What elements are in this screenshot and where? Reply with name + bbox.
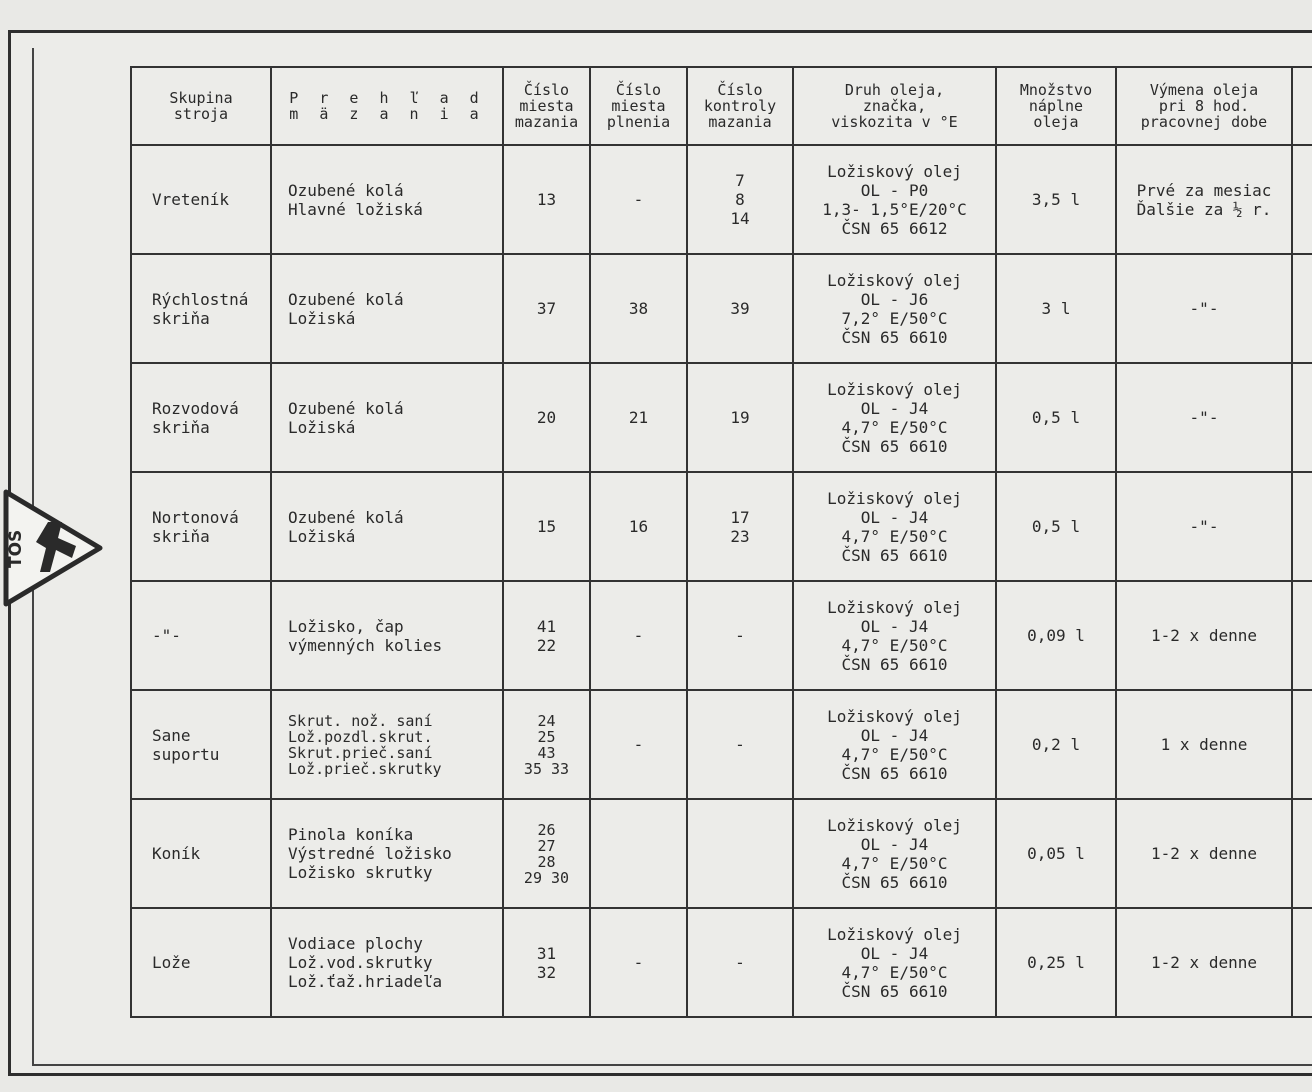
quantity-cell — [996, 363, 1116, 472]
cell-line: Ložiskový olej — [827, 379, 962, 399]
cell-line: 24 — [537, 711, 556, 730]
fill-point-cell — [590, 581, 687, 690]
header-line: Číslo — [523, 81, 570, 99]
cell-line: 37 — [536, 299, 557, 318]
cell-line: OL - J4 — [860, 725, 929, 745]
cell-line: OL - P0 — [860, 180, 929, 200]
cell-line: Rýchlostná — [152, 289, 249, 309]
cell-line: 26 — [537, 820, 556, 839]
cell-line: 4,7° E/50°C — [841, 744, 948, 764]
quantity-cell — [996, 908, 1116, 1017]
cell-line: ČSN 65 6610 — [841, 763, 948, 783]
quantity-cell — [996, 799, 1116, 908]
check-point-cell — [687, 799, 793, 908]
cell-line: Nortonová — [152, 507, 239, 527]
table-row — [131, 145, 1312, 254]
cell-line: Ďalšie za ½ r. — [1136, 199, 1272, 219]
fill-point-cell — [590, 799, 687, 908]
overview-cell — [271, 145, 503, 254]
cell-line: 4,7° E/50°C — [841, 962, 948, 982]
cell-line: 16 — [628, 517, 649, 536]
group-cell — [131, 472, 271, 581]
header-line: miesta — [611, 97, 666, 115]
oil-type-cell — [793, 363, 996, 472]
overview-cell — [271, 254, 503, 363]
header-line: miesta — [519, 97, 574, 115]
header-line: Druh oleja, — [844, 81, 945, 99]
header-cropped-column — [1292, 67, 1312, 145]
header-line: pri 8 hod. — [1158, 97, 1250, 115]
table-row — [131, 363, 1312, 472]
group-cell — [131, 145, 271, 254]
cell-line: - — [633, 735, 644, 754]
cell-line: ČSN 65 6610 — [841, 545, 948, 565]
cell-line: Rozvodová — [152, 398, 239, 418]
cell-line: 7 — [735, 171, 745, 190]
header-lube-point — [503, 67, 590, 145]
header-fill-point — [590, 67, 687, 145]
oil-type-cell — [793, 690, 996, 799]
oil-type-cell — [793, 254, 996, 363]
cell-line: 7,2° E/50°C — [841, 308, 948, 328]
cell-line: 15 — [536, 517, 557, 536]
oil-change-cell — [1116, 799, 1292, 908]
cell-line: 43 — [537, 743, 556, 762]
cell-line: 4,7° E/50°C — [841, 635, 948, 655]
lube-point-cell — [503, 363, 590, 472]
cell-line: - — [633, 190, 644, 209]
cell-line: výmenných kolies — [288, 635, 443, 655]
header-line: stroja — [173, 105, 229, 123]
cell-line: - — [735, 735, 745, 754]
overview-cell — [271, 908, 503, 1017]
cell-line: Ložiská — [288, 526, 356, 546]
header-line: náplne — [1028, 97, 1084, 115]
header-line: plnenia — [606, 113, 671, 131]
table-row — [131, 908, 1312, 1017]
cell-line: ČSN 65 6610 — [841, 654, 948, 674]
cell-line: Ozubené kolá — [288, 180, 404, 200]
overview-cell — [271, 581, 503, 690]
cell-line: -"- — [1189, 517, 1219, 536]
check-point-cell — [687, 145, 793, 254]
cell-line: Ložisko, čap — [288, 616, 404, 636]
cell-line: Ložisko skrutky — [288, 863, 433, 882]
cell-line: ČSN 65 6610 — [841, 436, 948, 456]
overview-cell — [271, 472, 503, 581]
cell-line: 0,5 l — [1031, 517, 1081, 536]
quantity-cell — [996, 472, 1116, 581]
cell-line: - — [633, 953, 644, 972]
cell-line: Pinola koníka — [288, 825, 414, 844]
cell-line: 4,7° E/50°C — [841, 853, 948, 873]
table-row — [131, 254, 1312, 363]
cell-line: 0,5 l — [1031, 408, 1081, 427]
lube-point-cell — [503, 581, 590, 690]
cropped-cell — [1292, 254, 1312, 363]
cell-line: 13 — [536, 190, 557, 209]
cell-line: Lož.ťaž.hriadeľa — [288, 972, 443, 991]
cell-line: - — [735, 953, 745, 972]
lube-point-cell — [503, 690, 590, 799]
cell-line: Ložiskový olej — [827, 706, 962, 726]
header-oil-type — [793, 67, 996, 145]
oil-type-cell — [793, 145, 996, 254]
check-point-cell — [687, 690, 793, 799]
table-row — [131, 472, 1312, 581]
cell-line: Lož.vod.skrutky — [288, 953, 433, 972]
cell-line: Ložiskový olej — [827, 597, 962, 617]
cell-line: 0,05 l — [1027, 844, 1085, 863]
cell-line: 39 — [730, 299, 750, 318]
cell-line: Hlavné ložiská — [288, 199, 423, 219]
cell-line: Lož.pozdl.skrut. — [288, 727, 433, 746]
overview-cell — [271, 363, 503, 472]
cell-line: Vodiace plochy — [288, 934, 423, 953]
cell-line: Ložiskový olej — [827, 924, 962, 944]
cell-line: 19 — [730, 408, 750, 427]
fill-point-cell — [590, 145, 687, 254]
cell-line: 41 — [536, 616, 557, 636]
cell-line: 25 — [537, 727, 556, 746]
cell-line: Ložiskový olej — [827, 270, 962, 290]
header-line: Číslo — [615, 81, 662, 99]
cell-line: 1-2 x denne — [1151, 844, 1257, 863]
cell-line: Prvé za mesiac — [1136, 180, 1272, 200]
cell-line: Skrut.prieč.saní — [288, 743, 433, 762]
cell-line: 0,09 l — [1027, 626, 1085, 645]
header-line: m ä z a n i a — [289, 105, 485, 123]
cell-line: Sane — [152, 725, 191, 745]
cell-line: Výstredné ložisko — [288, 844, 452, 863]
cell-line: Ložiskový olej — [827, 488, 962, 508]
cell-line: 21 — [628, 408, 649, 427]
group-cell — [131, 908, 271, 1017]
check-point-cell — [687, 581, 793, 690]
group-cell — [131, 254, 271, 363]
cropped-cell — [1292, 908, 1312, 1017]
cropped-cell — [1292, 472, 1312, 581]
group-cell — [131, 690, 271, 799]
header-row — [131, 67, 1312, 145]
cell-line: 4,7° E/50°C — [841, 417, 948, 437]
oil-type-cell — [793, 472, 996, 581]
cell-line: 14 — [730, 209, 750, 228]
cell-line: -"- — [1189, 408, 1219, 427]
cell-line: Vreteník — [152, 190, 230, 209]
quantity-cell — [996, 690, 1116, 799]
oil-change-cell — [1116, 145, 1292, 254]
cell-line: OL - J6 — [860, 289, 929, 309]
cell-line: skriňa — [152, 526, 210, 546]
cell-line: Skrut. nož. saní — [288, 711, 433, 730]
oil-change-cell — [1116, 254, 1292, 363]
cell-line: OL - J4 — [860, 616, 929, 636]
logo-text: TOS — [6, 529, 26, 569]
cell-line: 0,2 l — [1031, 735, 1081, 754]
check-point-cell — [687, 472, 793, 581]
group-cell — [131, 799, 271, 908]
oil-type-cell — [793, 908, 996, 1017]
header-line: P r e h ľ a d — [289, 89, 485, 107]
header-line: Číslo — [717, 81, 763, 99]
cell-line: Lož.prieč.skrutky — [288, 759, 442, 778]
cell-line: - — [633, 626, 644, 645]
fill-point-cell — [590, 690, 687, 799]
oil-change-cell — [1116, 908, 1292, 1017]
check-point-cell — [687, 908, 793, 1017]
cell-line: skriňa — [152, 417, 210, 437]
cell-line: 29 30 — [523, 868, 570, 887]
cell-line: Ložiskový olej — [827, 161, 962, 181]
cell-line: skriňa — [152, 308, 210, 328]
cell-line: ČSN 65 6610 — [841, 981, 948, 1001]
header-line: oleja — [1033, 113, 1079, 131]
cell-line: -"- — [1189, 299, 1219, 318]
cell-line: -"- — [152, 626, 181, 645]
header-line: kontroly — [703, 97, 777, 115]
cell-line: suportu — [152, 744, 220, 764]
cell-line: 1,3- 1,5°E/20°C — [822, 199, 967, 219]
header-check-point — [687, 67, 793, 145]
fill-point-cell — [590, 254, 687, 363]
lube-point-cell — [503, 908, 590, 1017]
lube-point-cell — [503, 145, 590, 254]
cell-line: 20 — [536, 408, 557, 427]
cell-line: 1-2 x denne — [1151, 953, 1257, 972]
cropped-cell — [1292, 799, 1312, 908]
check-point-cell — [687, 363, 793, 472]
lube-point-cell — [503, 799, 590, 908]
lube-point-cell — [503, 254, 590, 363]
header-line: pracovnej dobe — [1140, 113, 1268, 131]
cell-line: 22 — [536, 635, 557, 655]
cell-line: Ozubené kolá — [288, 398, 404, 418]
group-cell — [131, 363, 271, 472]
group-cell — [131, 581, 271, 690]
header-oil-change — [1116, 67, 1292, 145]
cell-line: OL - J4 — [860, 507, 929, 527]
check-point-cell — [687, 254, 793, 363]
cell-line: 0,25 l — [1027, 953, 1085, 972]
cropped-cell — [1292, 581, 1312, 690]
cell-line: 3 l — [1041, 299, 1071, 318]
header-quantity — [996, 67, 1116, 145]
oil-change-cell — [1116, 472, 1292, 581]
cell-line: Koník — [152, 844, 201, 863]
oil-type-cell — [793, 581, 996, 690]
fill-point-cell — [590, 908, 687, 1017]
cell-line: OL - J4 — [860, 943, 929, 963]
cropped-cell — [1292, 363, 1312, 472]
fill-point-cell — [590, 472, 687, 581]
cell-line: OL - J4 — [860, 398, 929, 418]
cell-line: Ozubené kolá — [288, 289, 404, 309]
cell-line: Ozubené kolá — [288, 507, 404, 527]
quantity-cell — [996, 581, 1116, 690]
cell-line: 1 x denne — [1160, 735, 1248, 754]
table-row — [131, 799, 1312, 908]
header-line: viskozita v °E — [831, 113, 958, 131]
cell-line: Ložiskový olej — [827, 815, 962, 835]
header-group — [131, 67, 271, 145]
cropped-cell — [1292, 145, 1312, 254]
lube-point-cell — [503, 472, 590, 581]
oil-change-cell — [1116, 581, 1292, 690]
quantity-cell — [996, 145, 1116, 254]
cell-line: 4,7° E/50°C — [841, 526, 948, 546]
cell-line: 31 — [536, 943, 557, 963]
header-line: Množstvo — [1019, 81, 1093, 99]
cell-line: Ložiská — [288, 417, 356, 437]
cell-line: - — [735, 626, 745, 645]
cell-line: 17 — [730, 507, 750, 527]
lubrication-table — [130, 66, 1312, 1018]
cell-line: 23 — [730, 526, 750, 546]
cell-line: OL - J4 — [860, 834, 929, 854]
header-overview — [271, 67, 503, 145]
header-line: mazania — [514, 113, 579, 131]
cell-line: 8 — [735, 190, 745, 209]
overview-cell — [271, 690, 503, 799]
cell-line: 1-2 x denne — [1151, 626, 1257, 645]
cell-line: 35 33 — [523, 759, 570, 778]
cell-line: ČSN 65 6612 — [841, 218, 948, 238]
overview-cell — [271, 799, 503, 908]
oil-change-cell — [1116, 363, 1292, 472]
cell-line: Ložiská — [288, 308, 356, 328]
cell-line: 3,5 l — [1031, 190, 1081, 209]
cropped-cell — [1292, 690, 1312, 799]
table-row — [131, 581, 1312, 690]
table-row — [131, 690, 1312, 799]
oil-type-cell — [793, 799, 996, 908]
cell-line: Lože — [152, 953, 191, 972]
cell-line: 27 — [537, 836, 556, 855]
cell-line: 28 — [537, 852, 556, 871]
header-line: mazania — [708, 113, 772, 131]
cell-line: ČSN 65 6610 — [841, 327, 948, 347]
cell-line: ČSN 65 6610 — [841, 872, 948, 892]
oil-change-cell — [1116, 690, 1292, 799]
header-line: Výmena oleja — [1149, 81, 1259, 99]
quantity-cell — [996, 254, 1116, 363]
header-line: Skupina — [169, 89, 233, 107]
fill-point-cell — [590, 363, 687, 472]
cell-line: 32 — [536, 962, 557, 982]
header-line: značka, — [862, 97, 927, 115]
cell-line: 38 — [628, 299, 649, 318]
